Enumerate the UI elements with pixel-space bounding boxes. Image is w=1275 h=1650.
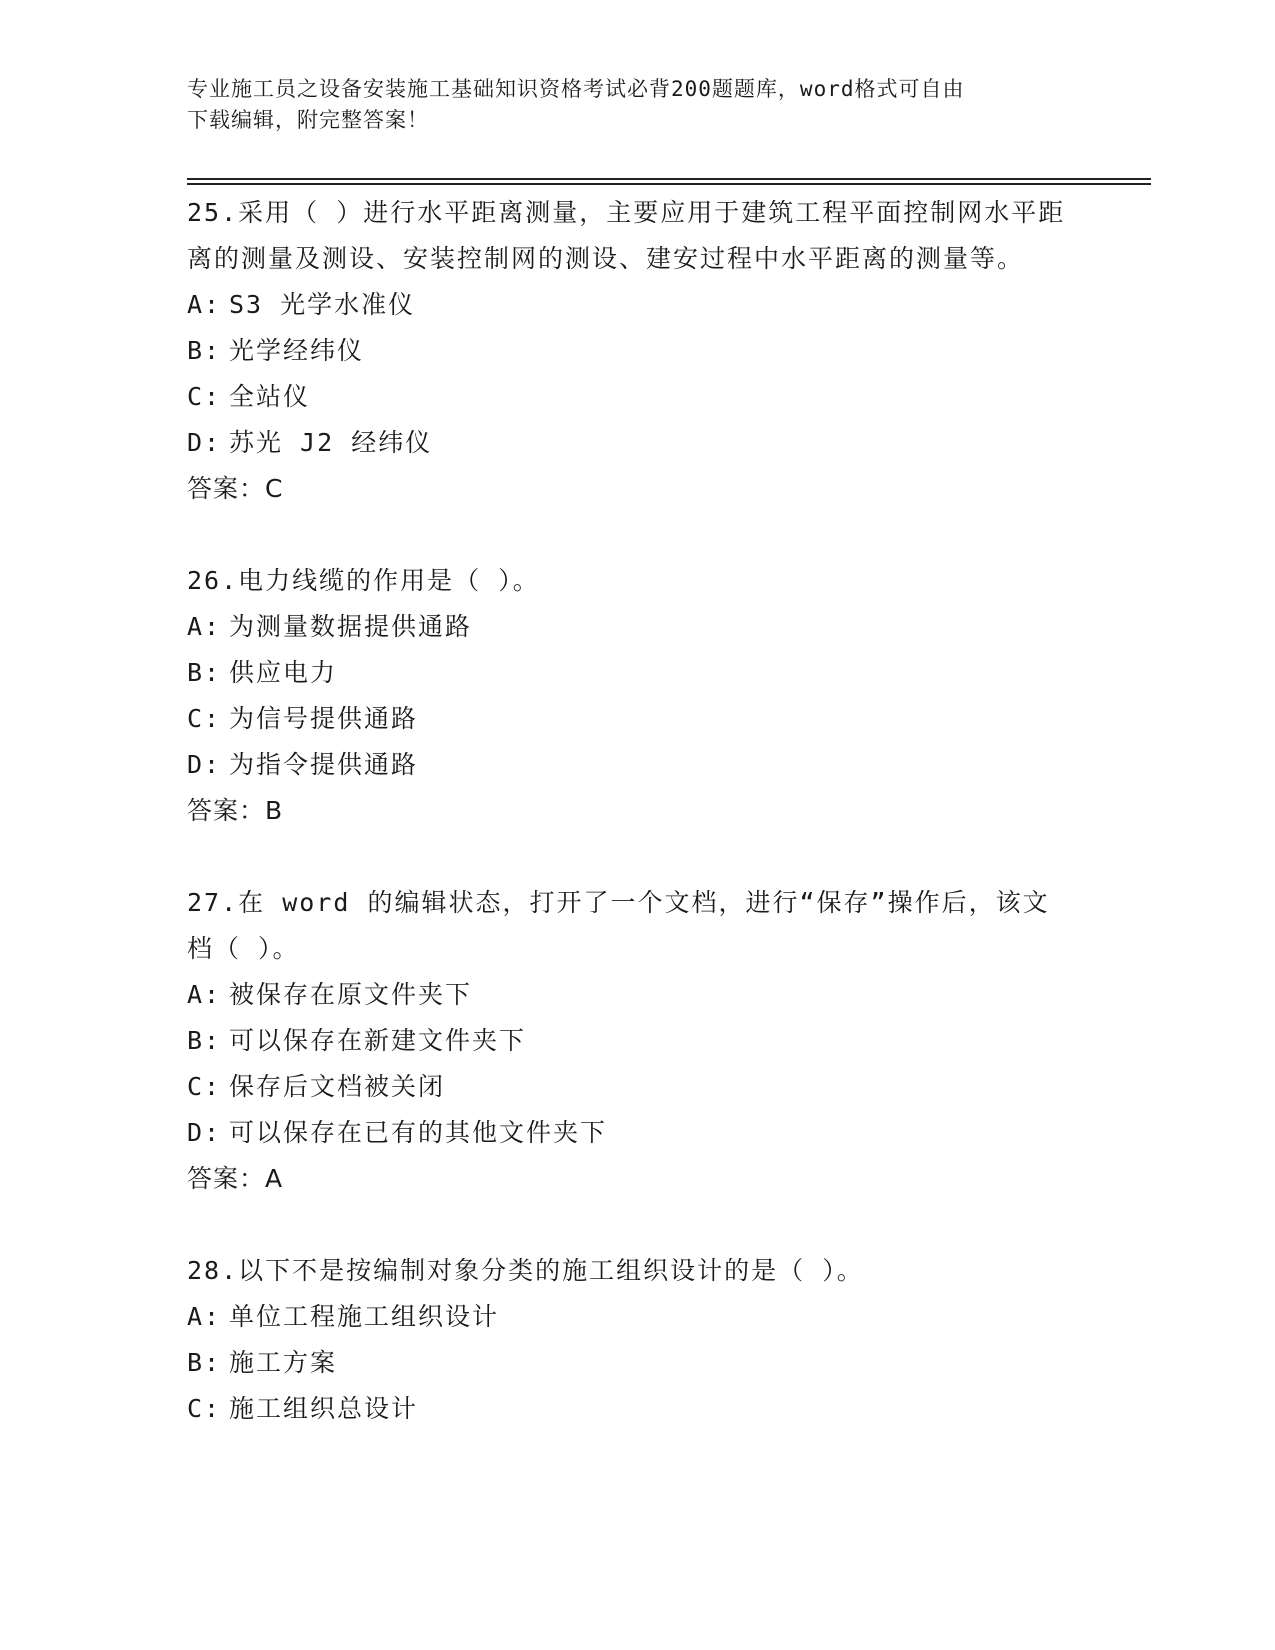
option-text: 苏光 J2 经纬仪 — [229, 428, 433, 457]
option-text: 施工方案 — [229, 1348, 338, 1377]
header-line-1: 专业施工员之设备安装施工基础知识资格考试必背200题题库，word格式可自由 — [187, 77, 965, 101]
spacer — [187, 512, 1067, 558]
option-letter: D: — [187, 1118, 222, 1147]
option-a — [187, 604, 1067, 650]
option-b — [187, 328, 1067, 374]
option-text: 光学经纬仪 — [229, 336, 365, 365]
option-a — [187, 972, 1067, 1018]
option-letter: C: — [187, 1394, 222, 1423]
header-divider-top — [187, 178, 1151, 180]
header-line-2: 下载编辑，附完整答案！ — [187, 108, 429, 132]
option-text: 供应电力 — [229, 658, 338, 687]
option-text: 全站仪 — [229, 382, 311, 411]
option-text: 为测量数据提供通路 — [229, 612, 473, 641]
option-text: 可以保存在已有的其他文件夹下 — [229, 1118, 608, 1147]
option-a — [187, 282, 1067, 328]
question-stem: 27.在 word 的编辑状态，打开了一个文档，进行“保存”操作后，该文档（ ）。 — [187, 888, 1050, 963]
option-text: 为信号提供通路 — [229, 704, 419, 733]
answer-line: 答案：B — [187, 796, 284, 825]
option-letter: D: — [187, 750, 222, 779]
option-b — [187, 1340, 1067, 1386]
option-letter: B: — [187, 336, 222, 365]
option-text: 单位工程施工组织设计 — [229, 1302, 500, 1331]
option-d — [187, 742, 1067, 788]
option-d — [187, 420, 1067, 466]
option-c — [187, 1064, 1067, 1110]
question-27 — [187, 880, 1067, 1202]
option-text: 为指令提供通路 — [229, 750, 419, 779]
option-letter: B: — [187, 1026, 222, 1055]
spacer — [187, 834, 1067, 880]
question-stem: 28.以下不是按编制对象分类的施工组织设计的是（ ）。 — [187, 1256, 864, 1285]
option-letter: B: — [187, 1348, 222, 1377]
option-text: 施工组织总设计 — [229, 1394, 419, 1423]
question-26 — [187, 558, 1067, 834]
spacer — [187, 1202, 1067, 1248]
option-a — [187, 1294, 1067, 1340]
question-28 — [187, 1248, 1067, 1432]
option-b — [187, 1018, 1067, 1064]
option-c — [187, 374, 1067, 420]
option-letter: A: — [187, 290, 222, 319]
option-letter: A: — [187, 612, 222, 641]
header-divider-bottom — [187, 183, 1151, 185]
document-header — [187, 74, 1067, 136]
option-letter: C: — [187, 1072, 222, 1101]
option-letter: C: — [187, 704, 222, 733]
option-text: S3 光学水准仪 — [229, 290, 416, 319]
option-text: 保存后文档被关闭 — [229, 1072, 446, 1101]
option-d — [187, 1110, 1067, 1156]
option-b — [187, 650, 1067, 696]
option-letter: D: — [187, 428, 222, 457]
question-25 — [187, 190, 1067, 512]
option-text: 可以保存在新建文件夹下 — [229, 1026, 527, 1055]
question-stem: 25.采用（ ）进行水平距离测量，主要应用于建筑工程平面控制网水平距离的测量及测设、安装控制网的测设、建安过程中水平距离的测量等。 — [187, 198, 1066, 273]
question-stem: 26.电力线缆的作用是（ ）。 — [187, 566, 540, 595]
option-letter: B: — [187, 658, 222, 687]
question-list — [187, 190, 1067, 1432]
option-letter: A: — [187, 980, 222, 1009]
option-letter: C: — [187, 382, 222, 411]
option-c — [187, 696, 1067, 742]
option-text: 被保存在原文件夹下 — [229, 980, 473, 1009]
option-letter: A: — [187, 1302, 222, 1331]
option-c — [187, 1386, 1067, 1432]
answer-line: 答案：A — [187, 1164, 284, 1193]
answer-line: 答案：C — [187, 474, 284, 503]
